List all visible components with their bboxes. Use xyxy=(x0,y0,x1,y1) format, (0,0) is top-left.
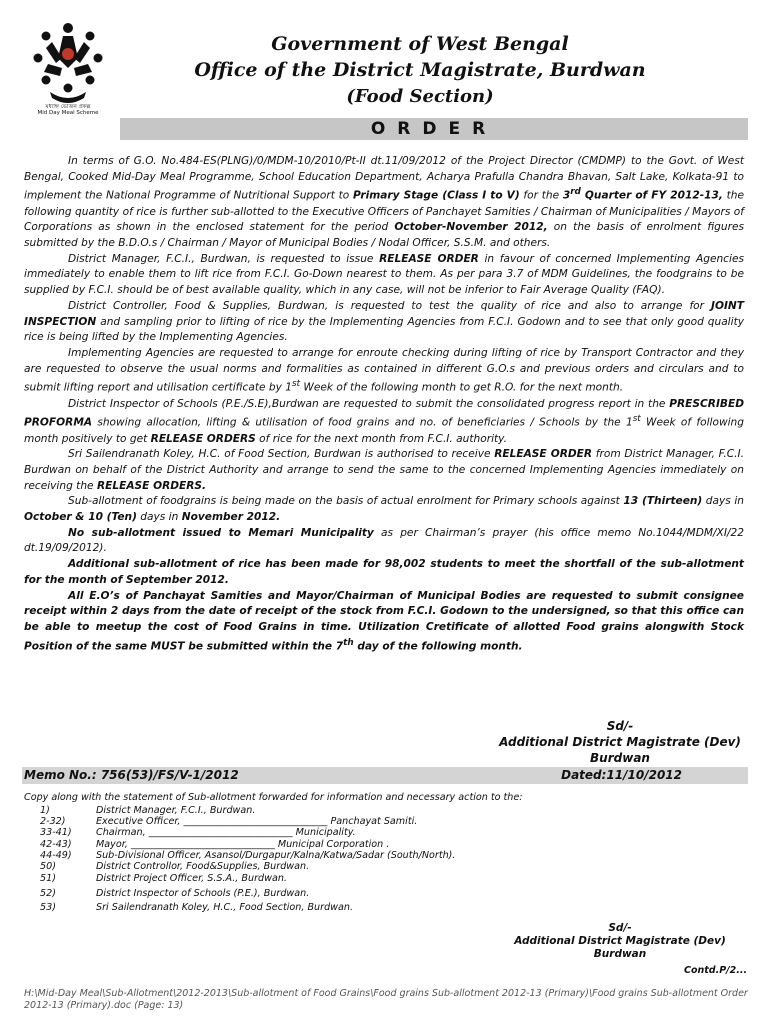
paragraph-5 xyxy=(24,397,744,448)
bold-text: RELEASE ORDER xyxy=(494,448,593,461)
list-item xyxy=(40,872,660,887)
text: Sub-allotment of foodgrains is being made on the basis of actual enrolment for Primary schools against xyxy=(68,495,624,508)
signature-sd: Sd/- xyxy=(606,719,634,733)
list-item xyxy=(40,827,660,838)
memo-number: Memo No.: 756(53)/FS/V-1/2012 xyxy=(24,768,239,782)
text: Week of the following month to get R.O. for the next month. xyxy=(300,381,624,394)
list-number: 33-41) xyxy=(40,827,72,839)
paragraph-2 xyxy=(24,252,744,299)
order-body xyxy=(24,154,744,655)
list-number: 52) xyxy=(40,887,56,899)
paragraph-9 xyxy=(24,557,744,588)
bold-text: 13 (Thirteen) xyxy=(623,495,703,508)
file-path-footer: H:\Mid-Day Meal\Sub-Allotment\2012-2013\Sub-allotment of Food Grains\Food grains Sub-allotment 2012-13 (Primary)\Food grains Sub-allotment Order 2012-13 (Primary).doc (Page: 13) xyxy=(24,988,748,1011)
text: District Controller, Food & Supplies, Burdwan, is requested to test the quality of rice and also to arrange for xyxy=(68,299,712,312)
bold-text: October & 10 (Ten) xyxy=(24,511,137,524)
header-section: (Food Section) xyxy=(346,86,494,107)
bold-text: JOINT INSPECTION xyxy=(24,299,744,328)
bold-text: RELEASE ORDERS. xyxy=(96,479,207,492)
signature-block-2 xyxy=(480,922,760,961)
list-number: 53) xyxy=(40,902,56,914)
list-text: District Project Officer, S.S.A., Burdwan. xyxy=(96,873,287,885)
superscript: th xyxy=(343,637,354,648)
list-item xyxy=(40,805,660,816)
list-number: 2-32) xyxy=(40,816,66,828)
signature-title: Additional District Magistrate (Dev) xyxy=(499,735,741,749)
list-text: Executive Officer, ______________________________ Panchayat Samiti. xyxy=(96,816,418,828)
list-number: 42-43) xyxy=(40,838,72,850)
signature-block xyxy=(470,718,770,766)
list-text: Mayor, ______________________________ Municipal Corporation . xyxy=(96,838,390,850)
bold-text: November 2012. xyxy=(181,511,281,524)
paragraph-4 xyxy=(24,346,744,397)
paragraph-3 xyxy=(24,299,744,346)
list-item xyxy=(40,816,660,827)
header-government: Government of West Bengal xyxy=(271,33,569,55)
superscript: rd xyxy=(570,187,581,198)
list-text: District Manager, F.C.I., Burdwan. xyxy=(96,805,256,816)
bold-text: RELEASE ORDER xyxy=(379,252,479,265)
continued-note: Contd.P/2... xyxy=(684,965,748,976)
text: Week of following month positively to get xyxy=(24,416,744,445)
list-text: Sri Sailendranath Koley, H.C., Food Section, Burdwan. xyxy=(96,902,354,914)
list-text: District Inspector of Schools (P.E.), Burdwan. xyxy=(96,887,310,899)
text: of rice for the next month from F.C.I. authority. xyxy=(255,432,507,445)
superscript: st xyxy=(632,414,641,425)
order-title: ORDER xyxy=(120,118,748,140)
bold-text: October-November 2012, xyxy=(394,221,548,234)
bold-text: RELEASE ORDERS xyxy=(150,432,256,445)
text: Implementing Agencies are requested to arrange for enroute checking during lifting of rice by Transport Contractor and they are requested to observe the usual norms and formalities as contained in different G.O.s and previous orders and circulars and to submit lifting report and utilisation certificate by 1 xyxy=(24,346,744,394)
memo-date: Dated:11/10/2012 xyxy=(561,768,682,782)
text: showing allocation, lifting & utilisation of food grains and no. of beneficiaries / Schools by the 1 xyxy=(92,416,633,429)
list-number: 50) xyxy=(40,860,56,872)
paragraph-10 xyxy=(24,589,744,655)
list-text: Sub-Divisional Officer, Asansol/Durgapur/Kalna/Katwa/Sadar (South/North). xyxy=(96,849,456,861)
logo-caption-bengali: মধ্যাহ্ন ভোজন প্রকল্প xyxy=(45,104,91,110)
paragraph-6 xyxy=(24,447,744,494)
list-text: Chairman, ______________________________ Municipality. xyxy=(96,827,356,839)
bold-text: 3 xyxy=(562,189,571,202)
text: as per Chairman’s prayer (his office memo No.1044/MDM/XI/22 dt.19/09/2012). xyxy=(24,526,744,555)
bold-text: PRESCRIBED PROFORMA xyxy=(24,397,744,429)
text: In terms of G.O. No.484-ES(PLNG)/0/MDM-10/2010/Pt-II dt.11/09/2012 of the Project Director (CMDMP) to the Govt. of West Bengal, Cooked Mid-Day Meal Programme, School Education Department, Acharya Prafulla Chandra Bhavan, Salt Lake, Kolkata-91 to implement the National Programme of Nutritional Support to xyxy=(24,155,744,202)
bold-text: Quarter of FY 2012-13, xyxy=(580,189,723,202)
text: Sri Sailendranath Koley, H.C. of Food Section, Burdwan is authorised to receive xyxy=(68,448,495,461)
copy-intro: Copy along with the statement of Sub-allotment forwarded for information and necessary action to the: xyxy=(24,792,523,803)
signature-place: Burdwan xyxy=(593,948,647,960)
list-text: District Controllor, Food&Supplies, Burdwan. xyxy=(96,860,310,872)
signature-sd: Sd/- xyxy=(608,922,632,934)
text: District Manager, F.C.I., Burdwan, is requested to issue xyxy=(68,252,380,265)
text: on the basis of enrolment figures submitted by the B.D.O.s / Chairman / Mayor of Municipal Bodies / Nodal Officer, S.S.M. and others. xyxy=(24,221,744,250)
text: days in xyxy=(702,495,745,508)
list-item xyxy=(40,839,660,850)
list-item xyxy=(40,901,660,916)
paragraph-1 xyxy=(24,154,744,252)
text: days in xyxy=(136,511,182,524)
signature-title: Additional District Magistrate (Dev) xyxy=(514,935,726,947)
paragraph-7 xyxy=(24,494,744,525)
list-number: 44-49) xyxy=(40,849,72,861)
text: in favour of concerned Implementing Agencies immediately to enable them to lift rice from F.C.I. Go-Down nearest to them. As per para 3.7 of MDM Guidelines, the foodgrains to be supplied by F.C.I. should be of best available quality, which in any case, will not be inferior to Fair Average Quality (FAQ). xyxy=(24,252,744,297)
text: District Inspector of Schools (P.E./S.E),Burdwan are requested to submit the consolidated progress report in the xyxy=(68,397,670,410)
bold-text: No sub-allotment issued to Memari Municipality xyxy=(68,526,374,539)
bold-text: Additional sub-allotment of rice has been made for 98,002 students to meet the shortfall of the sub-allotment for the month of September 2012. xyxy=(24,558,744,586)
list-number: 1) xyxy=(40,805,50,816)
copy-list xyxy=(40,805,660,916)
text: from District Manager, F.C.I. Burdwan on behalf of the District Authority and arrange to send the same to the concerned Implementing Agencies immediately on receiving the xyxy=(24,448,744,492)
bold-text: All E.O’s of Panchayat Samities and Mayor/Chairman of Municipal Bodies are requested to submit consignee receipt within 2 days from the date of receipt of the stock from F.C.I. Godown to the undersigned, so that this office can be able to meetup the cost of Food Grains in time. Utilization Cretificate of allotted Food grains alongwith Stock Position of the same MUST be submitted within the 7 xyxy=(24,589,744,653)
text: for the xyxy=(519,189,563,202)
bold-text: Primary Stage (Class I to V) xyxy=(352,189,520,202)
bold-text: day of the following month. xyxy=(353,640,523,653)
text: and sampling prior to lifting of rice by the Implementing Agencies from F.C.I. Godown and to see that only good quality rice is being lifted by the Implementing Agencies. xyxy=(24,315,744,344)
logo-caption xyxy=(22,104,114,116)
memo-bar xyxy=(22,767,748,784)
list-item xyxy=(40,887,660,902)
mid-day-meal-logo xyxy=(28,18,108,118)
superscript: st xyxy=(291,379,301,390)
paragraph-8 xyxy=(24,526,744,557)
list-item xyxy=(40,861,660,872)
list-item xyxy=(40,850,660,861)
list-number: 51) xyxy=(40,873,56,885)
text: the following quantity of rice is further sub-allotted to the Executive Officers of Panchayet Samities / Chairman of Municipalities / Mayors of Corporations as shown in the enclosed statement for the period xyxy=(24,189,744,234)
header-office: Office of the District Magistrate, Burdwan xyxy=(194,59,646,81)
logo-caption-english: Mid Day Meal Scheme xyxy=(37,110,99,116)
signature-place: Burdwan xyxy=(590,751,650,765)
